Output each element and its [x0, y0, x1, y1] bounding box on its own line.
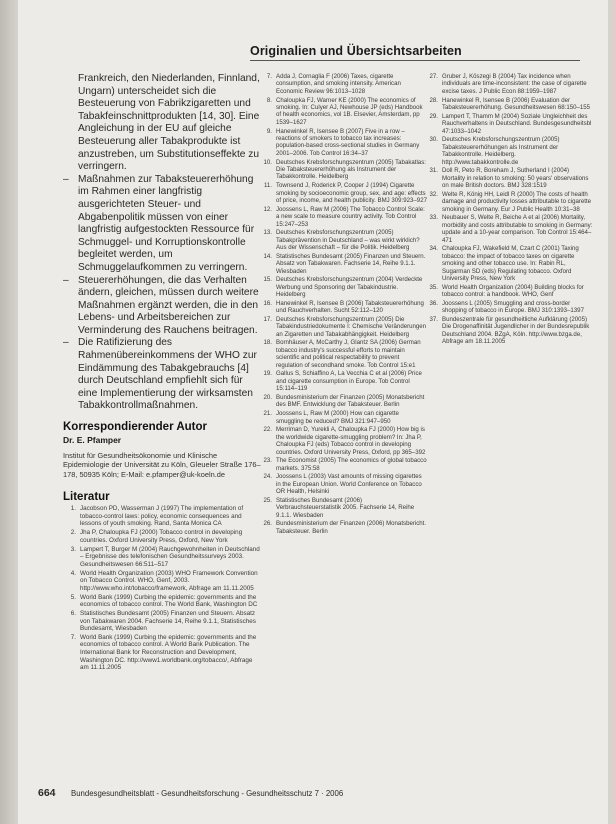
page-footer: [38, 787, 578, 801]
reference-item: [425, 316, 593, 346]
reference-text: Chaloupka FJ, Warner KE (2000) The economics of smoking. In: Culyer AJ, Newhouse JP (eds) Handbook of health economics, vol 1B. Elsevier, Amsterdam, pp 1539–1627: [276, 96, 423, 126]
reference-text: Bundeszentrale für gesundheitliche Aufklärung (2005) Die Drogenaffinität Jugendlicher in der Bundesrepublik Deutschland 2004. BZgA, Köln. http://www.bzga.de, Abfrage am 18.11.2005: [442, 315, 590, 346]
reference-item: [259, 497, 427, 519]
reference-number: 15.: [263, 276, 272, 284]
reference-number: 28.: [429, 96, 438, 104]
reference-number: 7.: [70, 633, 76, 641]
reference-item: [425, 97, 593, 112]
page-number: 664: [38, 787, 56, 799]
reference-text: Deutsches Krebsforschungszentrum (2004) Verdeckte Werbung und Sponsoring der Tabakindustrie. Heidelberg: [276, 276, 423, 299]
reference-number: 10.: [263, 158, 272, 166]
reference-number: 26.: [263, 520, 272, 528]
reference-number: 14.: [263, 252, 272, 260]
reference-item: [259, 339, 427, 369]
reference-number: 3.: [70, 545, 76, 553]
reference-text: Lampert T, Burger M (2004) Rauchgewohnheiten in Deutschland – Ergebnisse des telefonischen Gesundheitssurveys 2003. Gesundheitswesen 66:511–517: [80, 545, 260, 568]
reference-item: [259, 253, 427, 275]
scan-edge: [0, 0, 18, 824]
reference-text: Hanewinkel R, Isensee B (2006) Evaluation der Tabaksteuererhöhung. Gesundheitswesen 68:150–155: [442, 96, 591, 111]
reference-item: [425, 113, 593, 135]
reference-item: [425, 300, 593, 315]
reference-text: Statistisches Bundesamt (2006) Verbrauchsteuerstatistik 2005. Fachserie 14, Reihe 9.1.1. Wiesbaden: [276, 496, 415, 519]
reference-number: 30.: [429, 136, 438, 144]
reference-text: Joossens L (2003) Vast amounts of missing cigarettes in the European Union. World Conference on Tobacco OR Health, Helsinki: [276, 473, 422, 496]
reference-text: World Bank (1999) Curbing the epidemic: governments and the economics of tobacco control. The World Bank, Washington DC: [80, 593, 258, 609]
reference-text: World Health Organization (2003) WHO Framework Convention on Tobacco Control. WHO, Genf, 2003. http://www.who.int/tobacco/framework, Abfrage am 11.11.2005: [80, 569, 258, 592]
reference-number: 1.: [70, 505, 76, 513]
author-name: Dr. E. Pfamper: [63, 435, 122, 446]
reference-number: 25.: [263, 496, 272, 504]
reference-text: Welte R, König HH, Leidl R (2000) The costs of health damage and productivity losses attributable to cigarette smoking in Germany. Eur J Public Health 10:31–38: [442, 190, 592, 213]
reference-list-left: [63, 505, 261, 672]
reference-item: [259, 300, 427, 315]
reference-number: 29.: [429, 112, 438, 120]
reference-item: [259, 410, 427, 425]
reference-number: 36.: [429, 299, 438, 307]
reference-text: Bornhäuser A, McCarthy J, Glantz SA (2006) German tobacco industry's successful efforts to maintain scientific and political respectability to prevent regulation of secondhand smoke. Tob Control 15:e1: [276, 339, 421, 369]
reference-item: [259, 370, 427, 392]
recommendation-item: [63, 174, 261, 275]
reference-text: Statistisches Bundesamt (2005) Finanzen und Steuern. Absatz von Tabakwaren. Fachserie 14, Reihe 9.1.1. Wiesbaden: [276, 252, 426, 275]
recommendation-item: [63, 337, 261, 413]
reference-text: Bundesministerium der Finanzen (2006) Monatsbericht. Tabaksteuer. Berlin: [276, 520, 427, 535]
reference-text: Hanewinkel R, Isensee B (2006) Tabaksteuererhöhung und Rauchverhalten. Sucht 52:112–120: [276, 299, 424, 315]
reference-number: 2.: [70, 529, 76, 537]
reference-number: 12.: [263, 205, 272, 213]
reference-number: 21.: [263, 410, 272, 418]
reference-text: Joossens L (2005) Smuggling and cross-border shopping of tobacco in Europe. BMJ 310:1393–1397: [442, 299, 584, 315]
reference-item: [63, 529, 261, 544]
reference-number: 22.: [263, 426, 272, 434]
reference-item: [63, 570, 261, 593]
reference-item: [63, 546, 261, 569]
reference-item: [259, 159, 427, 181]
reference-number: 32.: [429, 190, 438, 198]
reference-item: [259, 520, 427, 535]
reference-item: [259, 128, 427, 158]
reference-text: Deutsches Krebsforschungszentrum (2005) Die Tabakindustriedokumente I: Chemische Veränderungen an Zigaretten und Tabakabhängigkeit. Heidelberg: [276, 315, 427, 338]
reference-text: Gruber J, Köszegi B (2004) Tax incidence when individuals are time-inconsistent: the case of cigarette excise taxes. J Public Econ 88:1959–1987: [442, 73, 587, 95]
recommendation-text: Die Ratifizierung des Rahmenübereinkommens der WHO zur Eindämmung des Tabakgebrauchs [4] durch Deutschland empfiehlt sich für eine Implementierung der wirksamsten Tabakkontrollmaßnahmen.: [78, 337, 257, 412]
reference-number: 37.: [429, 315, 438, 323]
reference-number: 17.: [263, 315, 272, 323]
reference-item: [63, 505, 261, 528]
column-middle: [259, 73, 427, 773]
reference-item: [259, 229, 427, 251]
reference-item: [425, 73, 593, 95]
reference-item: [63, 610, 261, 633]
reference-text: Gallus S, Schiaffino A, La Vecchia C et al (2006) Price and cigarette consumption in Europe. Tob Control 15:114–119: [276, 370, 422, 393]
reference-item: [259, 316, 427, 338]
reference-text: Joossens L, Raw M (2000) How can cigarette smuggling be reduced? BMJ 321:947–950: [276, 410, 399, 425]
literature-heading: Literatur: [63, 491, 110, 504]
recommendation-text: Maßnahmen zur Tabaksteuererhöhung im Rahmen einer langfristig ausgerichteten Steuer- und Abgabenpolitik müssen von einer langfristig aufgestockten Ressource für Schmuggel- und Korruptionskontrolle begleitet werden, um Schmuggelaufkommen zu verringern.: [78, 173, 255, 273]
column-right: [425, 73, 593, 773]
reference-number: 19.: [263, 370, 272, 378]
reference-number: 33.: [429, 214, 438, 222]
reference-list-middle: [259, 73, 427, 535]
column-left: [63, 73, 261, 773]
reference-text: Townsend J, Roderick P, Cooper J (1994) Cigarette smoking by socioeconomic group, sex, and age: effects of price, income, and health publicity. BMJ 309:923–927: [276, 182, 427, 204]
reference-number: 20.: [263, 394, 272, 402]
reference-item: [425, 284, 593, 299]
reference-text: Chaloupka FJ, Wakefield M, Czart C (2001) Taxing tobacco: the impact of tobacco taxes on cigarette smoking and other tobacco use. In: Rabin RL, Sugarman SD (eds) Regulating tobacco. Oxford University Press, New York: [442, 245, 579, 283]
reference-number: 27.: [429, 73, 438, 80]
reference-text: Statistisches Bundesamt (2005) Finanzen und Steuern. Absatz von Tabakwaren 2004. Fachserie 14, Reihe 9.1.1, Statistisches Bundesamt, Wiesbaden: [80, 609, 256, 633]
reference-text: Deutsches Krebsforschungszentrum (2005) Tabakatlas: Die Tabaksteuererhöhung als Instrument der Tabakkontrolle. Heidelberg: [276, 158, 426, 181]
reference-text: Deutsches Krebsforschungszentrum (2005) Tabakprävention in Deutschland – was wirkt wirklich? Aus der Wissenschaft – für die Politik. Heidelberg: [276, 229, 420, 252]
reference-number: 9.: [266, 127, 272, 135]
dash-marker: –: [63, 274, 69, 286]
reference-text: World Health Organization (2004) Building blocks for tobacco control: a handbook. WHO, Genf: [442, 283, 584, 299]
reference-number: 5.: [70, 593, 76, 601]
reference-number: 4.: [70, 569, 76, 577]
reference-item: [259, 473, 427, 495]
reference-number: 6.: [70, 609, 76, 617]
reference-text: Doll R, Peto R, Boreham J, Sutherland I (2004) Mortality in relation to smoking: 50 years' observations on male British doctors. BMJ 328:1519: [442, 167, 589, 190]
reference-item: [425, 245, 593, 282]
reference-text: The Economist (2005) The economics of global tobacco markets. 375:58: [276, 457, 427, 472]
dash-marker: –: [63, 337, 69, 349]
reference-item: [425, 214, 593, 244]
reference-text: Deutsches Krebsforschungszentrum (2005) Tabaksteuererhöhungen als Instrument der Tabakkontrolle. Heidelberg. http://www.tabakkontrolle.de: [442, 136, 560, 166]
reference-number: 13.: [263, 229, 272, 237]
reference-item: [259, 394, 427, 409]
reference-number: 35.: [429, 283, 438, 291]
header-rule: [250, 60, 580, 61]
reference-text: Lampert T, Thamm M (2004) Soziale Ungleichheit des Rauchverhaltens in Deutschland. Bundesgesundheitsbl 47:1033–1042: [442, 112, 592, 135]
reference-text: Jacobson PD, Wasserman J (1997) The implementation of tobacco-control laws: policy, economic consequences and lessons of youth smoking. Rand, Santa Monica CA: [80, 505, 244, 528]
reference-number: 7.: [266, 73, 272, 80]
reference-number: 11.: [263, 182, 272, 190]
journal-citation: Bundesgesundheitsblatt - Gesundheitsforschung - Gesundheitsschutz 7 · 2006: [71, 789, 344, 798]
reference-item: [259, 97, 427, 127]
recommendation-list: [63, 174, 261, 413]
reference-text: Bundesministerium der Finanzen (2005) Monatsbericht des BMF. Entwicklung der Tabaksteuer. Berlin: [276, 394, 425, 409]
reference-item: [63, 594, 261, 609]
reference-item: [259, 457, 427, 472]
reference-number: 34.: [429, 245, 438, 253]
reference-item: [259, 426, 427, 456]
reference-number: 23.: [263, 457, 272, 465]
reference-item: [259, 206, 427, 228]
section-header: Originalien und Übersichtsarbeiten: [250, 44, 462, 58]
reference-item: [259, 73, 427, 95]
reference-item: [259, 276, 427, 298]
reference-text: Joossens L, Raw M (2006) The Tobacco Control Scale: a new scale to measure country activity. Tob Control 15:247–253: [276, 205, 425, 228]
reference-item: [63, 634, 261, 672]
reference-item: [425, 136, 593, 166]
reference-list-right: [425, 73, 593, 346]
reference-item: [425, 191, 593, 213]
reference-number: 18.: [263, 339, 272, 347]
dash-marker: –: [63, 173, 69, 185]
reference-number: 24.: [263, 473, 272, 481]
reference-item: [259, 182, 427, 204]
reference-item: [425, 167, 593, 189]
reference-text: Merriman D, Yurekli A, Chaloupka FJ (2000) How big is the worldwide cigarette-smuggling problem? In: Jha P, Chaloupka FJ (eds) Tobacco control in developing countries. Oxford University Press, Oxford, pp 365–392: [276, 426, 426, 456]
author-address: Institut für Gesundheitsökonomie und Klinische Epidemiologie der Universität zu Köln, Gleueler Straße 176–178, 50935 Köln; E-Mail: e.pfamper@uk-koeln.de: [63, 451, 261, 479]
reference-number: 8.: [266, 96, 272, 104]
reference-text: Hanewinkel R, Isensee B (2007) Five in a row – reactions of smokers to tobacco tax increases: population-based cross-sectional studies in Germany 2001–2006. Tob Control 16:34–37: [276, 127, 420, 157]
reference-text: World Bank (1999) Curbing the epidemic: governments and the economics of tobacco control. A World Bank Publication. The International Bank for Reconstruction and Development, Washington DC. http://www1.worldbank.org/tobacco/, Abfrage am 11.11.2005: [80, 633, 257, 672]
reference-number: 31.: [429, 167, 438, 175]
intro-paragraph: Frankreich, den Niederlanden, Finnland, Ungarn) unterscheidet sich die Besteuerung von Fabrikzigaretten und Tabakfeinschnittprodukten [14, 30]. Eine Angleichung in der EU auf gleiche Besteuerung aller Tabakprodukte ist anzustreben, um Substitutionseffekte zu verringern.: [78, 73, 260, 173]
recommendation-text: Steuererhöhungen, die das Verhalten ändern, gleichen, müssen durch weitere Maßnahmen ergänzt werden, die in den Lebens- und Arbeitsbereichen zur Verminderung des Rauchens beitragen.: [78, 274, 259, 336]
reference-number: 16.: [263, 299, 272, 307]
correspondence-heading: Korrespondierender Autor: [63, 421, 207, 434]
reference-text: Jha P, Chaloupka FJ (2000) Tobacco control in developing countries. Oxford University Press, Oxford, New York: [80, 529, 243, 544]
reference-text: Adda J, Cornaglia F (2006) Taxes, cigarette consumption, and smoking intensity. American Economic Review 96:1013–1028: [276, 73, 401, 95]
reference-text: Neubauer S, Welte R, Beiche A et al (2006) Mortality, morbidity and costs attributable to smoking in Germany: update and a 10-year comparison. Tob Control 15:464–471: [442, 214, 593, 244]
recommendation-item: [63, 275, 261, 338]
